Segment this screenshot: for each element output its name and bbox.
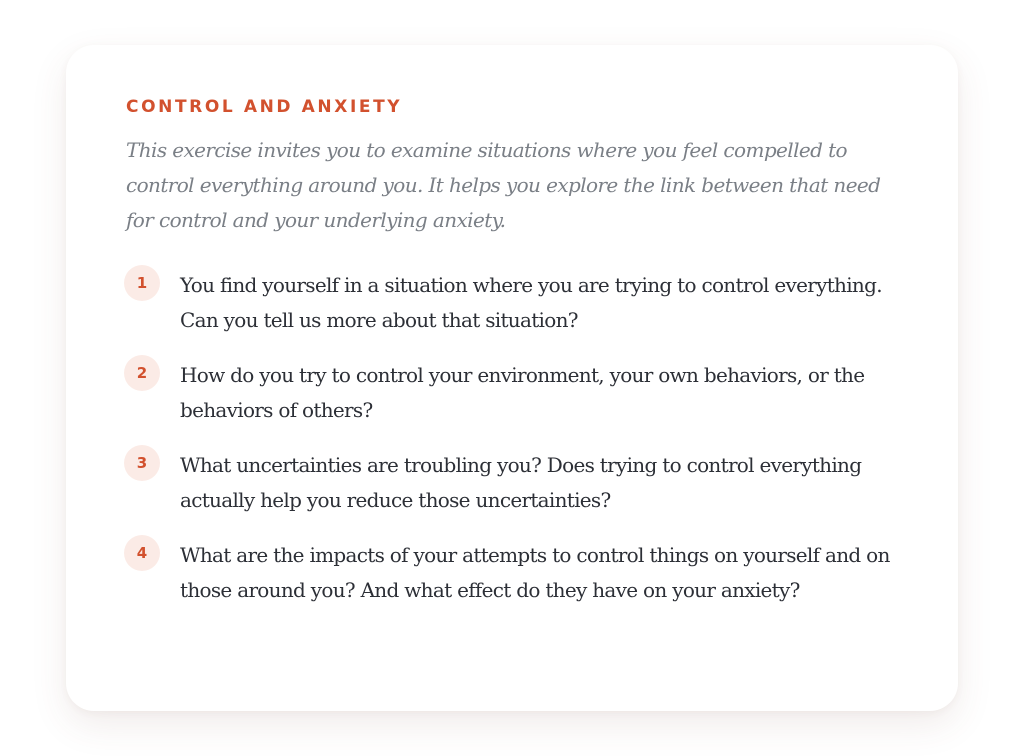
- step-number-badge: 2: [124, 355, 160, 391]
- question-list: [126, 268, 910, 608]
- step-number-badge: 1: [124, 265, 160, 301]
- question-item: [126, 268, 910, 338]
- step-number-badge: 4: [124, 535, 160, 571]
- question-item: [126, 538, 910, 608]
- card-intro-text: This exercise invites you to examine situations where you feel compelled to control everything around you. It helps you explore the link between that need for control and your underlying anxiety.: [126, 138, 881, 232]
- question-text: What uncertainties are troubling you? Does trying to control everything actually help you reduce those uncertainties?: [180, 453, 862, 512]
- question-item: [126, 358, 910, 428]
- exercise-card: [66, 45, 958, 711]
- card-eyebrow-title: CONTROL AND ANXIETY: [126, 97, 403, 117]
- question-text: You find yourself in a situation where you are trying to control everything. Can you tell us more about that situation?: [180, 273, 882, 332]
- question-text: How do you try to control your environment, your own behaviors, or the behaviors of others?: [180, 363, 865, 422]
- step-number-badge: 3: [124, 445, 160, 481]
- question-text: What are the impacts of your attempts to control things on yourself and on those around you? And what effect do they have on your anxiety?: [180, 543, 890, 602]
- question-item: [126, 448, 910, 518]
